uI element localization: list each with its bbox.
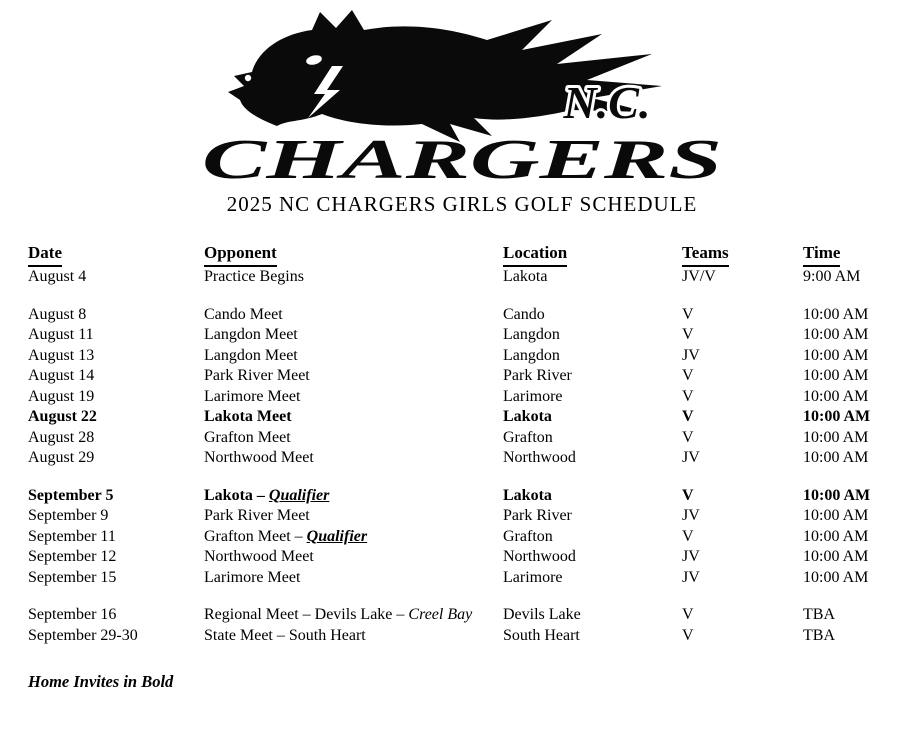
table-row [28, 305, 908, 326]
cell-teams: V [682, 606, 694, 623]
cell-opponent [204, 605, 503, 626]
table-row [28, 448, 908, 469]
cell-time: 10:00 AM [803, 428, 869, 446]
cell-opponent: Park River Meet [204, 507, 310, 524]
cell-location: Park River [503, 367, 572, 384]
cell-teams: JV [682, 548, 700, 565]
cell-time: 10:00 AM [803, 527, 869, 545]
table-row-home [28, 407, 908, 428]
cell-location: Grafton [503, 527, 553, 545]
cell-date: September 29-30 [28, 626, 138, 644]
opponent-qualifier: Qualifier [268, 486, 330, 504]
cell-teams: JV [682, 346, 700, 364]
table-row-home [28, 486, 908, 507]
cell-time: 10:00 AM [803, 408, 871, 425]
cell-date: August 19 [28, 387, 95, 405]
cell-teams: V [682, 486, 694, 504]
chargers-logo [182, 8, 742, 188]
horse-head-logo-icon [182, 8, 742, 188]
cell-date: August 14 [28, 367, 95, 384]
cell-date: August 29 [28, 449, 95, 466]
cell-location: Langdon [503, 346, 560, 364]
cell-opponent: Larimore Meet [204, 568, 301, 586]
cell-location: Lakota [503, 408, 552, 425]
cell-time: 10:00 AM [803, 548, 869, 565]
cell-location: Northwood [503, 449, 576, 466]
cell-location: Larimore [503, 568, 563, 586]
cell-location: Lakota [503, 268, 548, 285]
cell-opponent: Langdon Meet [204, 326, 298, 343]
table-row [28, 547, 908, 568]
cell-opponent: Larimore Meet [204, 387, 301, 405]
cell-location: Langdon [503, 326, 560, 343]
table-row [28, 626, 908, 647]
cell-date: September 11 [28, 527, 116, 545]
cell-teams: JV/V [682, 268, 716, 285]
cell-opponent: Lakota Meet [204, 408, 292, 425]
cell-location: Grafton [503, 428, 553, 446]
cell-time: 10:00 AM [803, 305, 869, 323]
table-row [28, 325, 908, 346]
table-row [28, 527, 908, 548]
table-row [28, 366, 908, 387]
table-row [28, 506, 908, 527]
table-row [28, 346, 908, 367]
cell-time: 10:00 AM [803, 486, 871, 504]
cell-teams: V [682, 326, 694, 343]
cell-location: Devils Lake [503, 606, 581, 623]
cell-teams: V [682, 408, 694, 425]
cell-teams: V [682, 527, 694, 545]
table-row [28, 428, 908, 449]
cell-location: South Heart [503, 626, 580, 644]
cell-time: 10:00 AM [803, 449, 869, 466]
horse-nostril [245, 75, 251, 81]
home-invites-note: Home Invites in Bold [28, 672, 174, 691]
cell-date: August 28 [28, 428, 95, 446]
table-row [28, 605, 908, 626]
cell-opponent [204, 527, 503, 548]
table-row [28, 568, 908, 589]
cell-teams: JV [682, 507, 700, 524]
cell-date: September 15 [28, 568, 117, 586]
cell-opponent: Grafton Meet [204, 428, 291, 446]
opponent-text: Lakota – [204, 486, 269, 504]
opponent-text: Grafton Meet – [204, 527, 307, 545]
header-opponent: Opponent [204, 241, 277, 267]
cell-time: 10:00 AM [803, 367, 869, 384]
cell-time: 10:00 AM [803, 326, 869, 343]
opponent-qualifier: Qualifier [306, 527, 368, 545]
opponent-text: Regional Meet – Devils Lake – [204, 606, 409, 623]
cell-opponent [204, 486, 503, 507]
header-location: Location [503, 241, 567, 267]
cell-time: 10:00 AM [803, 387, 869, 405]
cell-location: Park River [503, 507, 572, 524]
cell-date: August 13 [28, 346, 95, 364]
cell-date: August 11 [28, 326, 94, 343]
table-row [28, 387, 908, 408]
cell-teams: V [682, 305, 694, 323]
schedule-table [28, 241, 908, 646]
cell-date: September 16 [28, 606, 117, 623]
page-title: 2025 NC CHARGERS GIRLS GOLF SCHEDULE [226, 192, 698, 216]
cell-teams: JV [682, 449, 700, 466]
cell-teams: V [682, 428, 694, 446]
logo-chargers-text: CHARGERS [202, 129, 722, 188]
cell-date: September 5 [28, 486, 114, 504]
cell-date: August 8 [28, 305, 87, 323]
cell-teams: V [682, 626, 694, 644]
cell-location: Lakota [503, 486, 552, 504]
cell-date: August 4 [28, 268, 87, 285]
cell-location: Northwood [503, 548, 576, 565]
header-date: Date [28, 241, 62, 267]
table-row [28, 267, 908, 288]
cell-date: September 12 [28, 548, 117, 565]
cell-opponent: Park River Meet [204, 367, 310, 384]
cell-date: August 22 [28, 408, 97, 425]
cell-date: September 9 [28, 507, 109, 524]
cell-teams: JV [682, 568, 700, 586]
cell-time: TBA [803, 606, 835, 623]
cell-opponent: Northwood Meet [204, 449, 314, 466]
cell-opponent: Cando Meet [204, 305, 283, 323]
cell-location: Cando [503, 305, 545, 323]
cell-time: 9:00 AM [803, 268, 861, 285]
logo-nc-text: N.C. [563, 77, 651, 128]
cell-opponent: Northwood Meet [204, 548, 314, 565]
cell-time: TBA [803, 626, 835, 644]
header-teams: Teams [682, 241, 729, 267]
cell-opponent: Practice Begins [204, 268, 304, 285]
cell-opponent: State Meet – South Heart [204, 626, 366, 644]
cell-time: 10:00 AM [803, 507, 869, 524]
cell-opponent: Langdon Meet [204, 346, 298, 364]
cell-teams: V [682, 387, 694, 405]
cell-location: Larimore [503, 387, 563, 405]
opponent-venue: Creel Bay [408, 606, 473, 623]
header-time: Time [803, 241, 840, 267]
cell-teams: V [682, 367, 694, 384]
cell-time: 10:00 AM [803, 346, 869, 364]
table-header-row [28, 241, 908, 265]
cell-time: 10:00 AM [803, 568, 869, 586]
